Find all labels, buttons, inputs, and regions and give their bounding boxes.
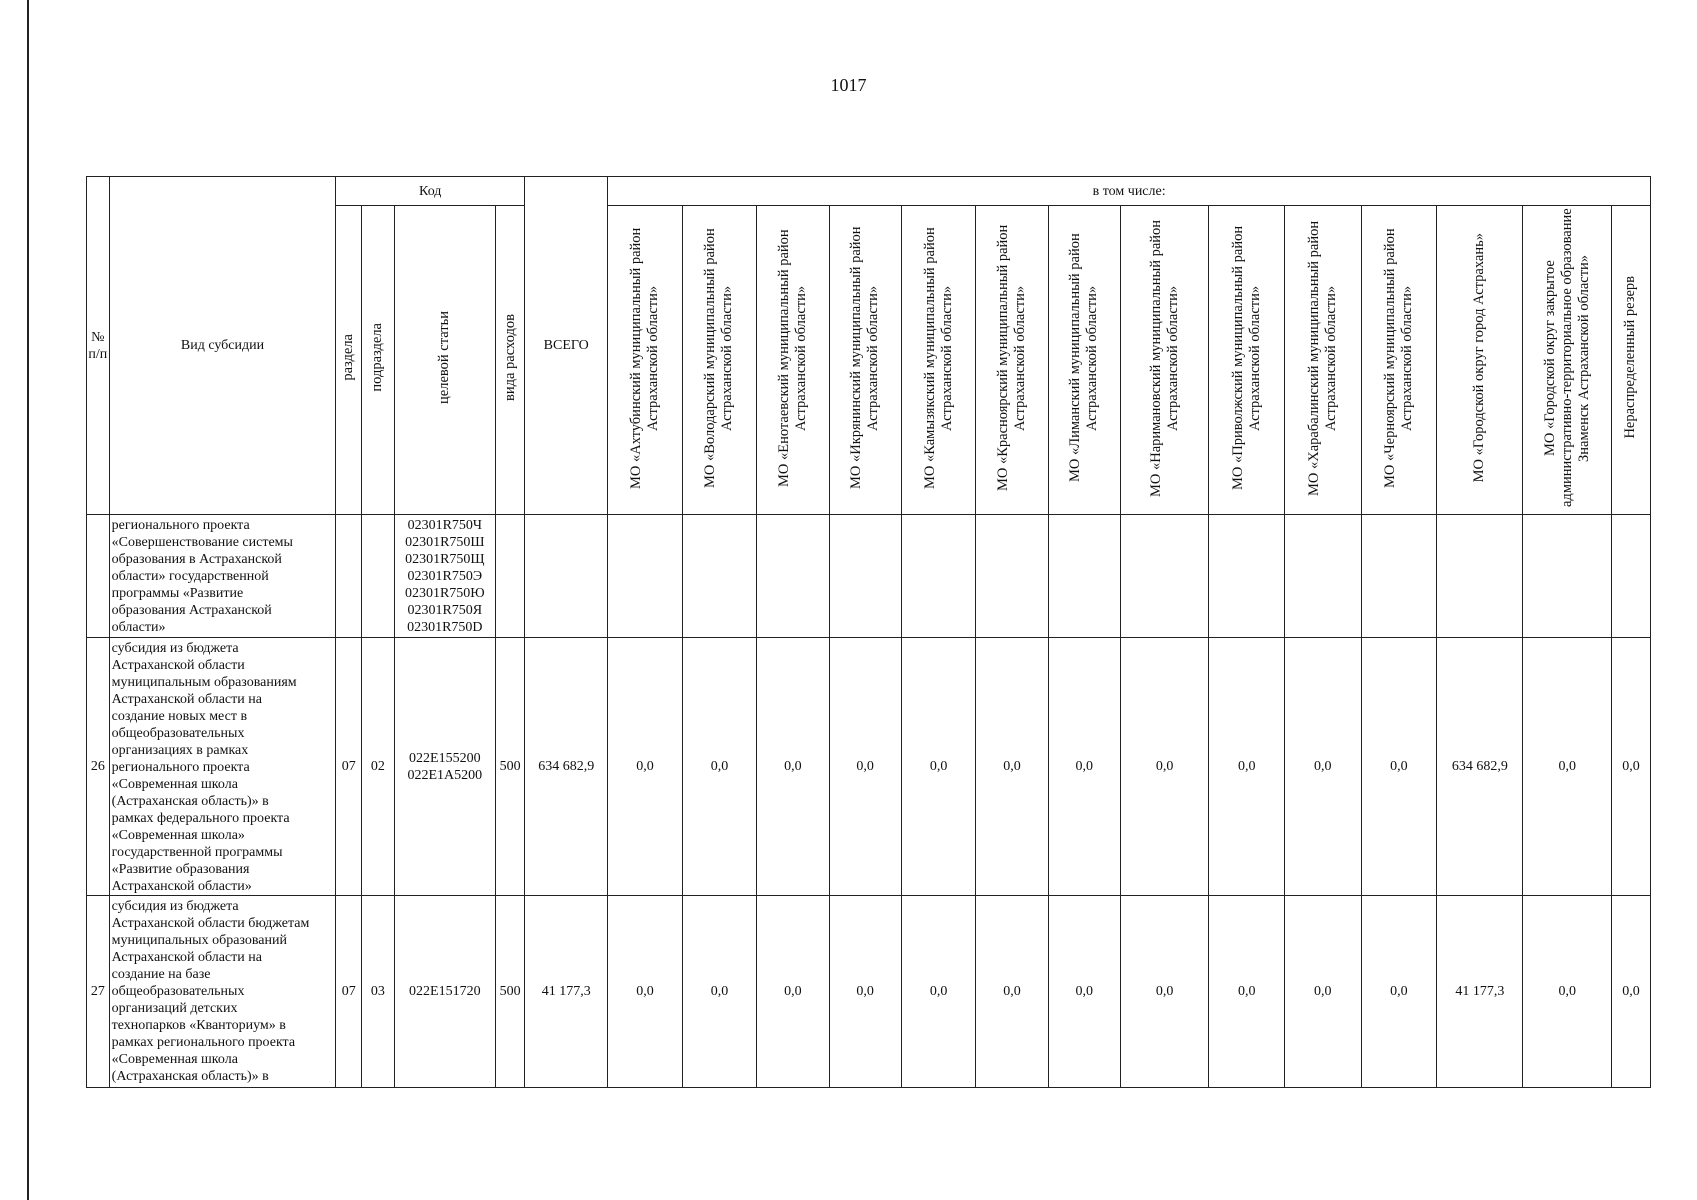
row-district-value: 0,0 <box>1120 638 1209 896</box>
header-district-1 <box>608 206 682 515</box>
row-district-value <box>757 515 829 638</box>
description-line: области» государственной <box>111 569 269 584</box>
row-district-value: 0,0 <box>1611 638 1650 896</box>
description-line: организаций детских <box>111 1001 238 1016</box>
target-code: 02301R750Щ <box>405 552 485 567</box>
header-district-7 <box>1048 206 1120 515</box>
header-district-8 <box>1120 206 1209 515</box>
row-section: 07 <box>336 896 362 1088</box>
row-description <box>109 638 336 896</box>
row-district-value <box>829 515 901 638</box>
header-district-label: МО «Камызякский муниципальный район Астраханской области» <box>921 226 955 489</box>
header-district-11 <box>1361 206 1437 515</box>
row-district-value: 0,0 <box>1209 896 1285 1088</box>
row-expense-type <box>496 515 525 638</box>
row-district-value: 0,0 <box>608 896 682 1088</box>
target-code: 02301R750Ш <box>405 535 485 550</box>
header-section <box>336 206 362 515</box>
row-district-value: 0,0 <box>901 896 975 1088</box>
target-code: 02301R750D <box>407 620 483 635</box>
target-code: 02301R750Э <box>407 569 483 584</box>
description-line: (Астраханская область)» в <box>111 794 269 809</box>
table-body <box>87 515 1651 1088</box>
row-district-value: 0,0 <box>1523 896 1612 1088</box>
row-section: 07 <box>336 638 362 896</box>
row-total: 634 682,9 <box>525 638 608 896</box>
row-district-value <box>976 515 1048 638</box>
table-row <box>87 515 1651 638</box>
header-district-label: МО «Городской округ закрытое административно-территориальное образование Знаменск Астраханской области» <box>1541 208 1592 507</box>
header-district-label: МО «Наримановский муниципальный район Астраханской области» <box>1147 218 1181 497</box>
description-line: Астраханской области бюджетам <box>111 916 310 931</box>
header-kind: Вид субсидии <box>109 177 336 515</box>
header-district-6 <box>976 206 1048 515</box>
description-line: регионального проекта <box>111 518 250 533</box>
header-district-2 <box>682 206 756 515</box>
row-district-value: 0,0 <box>976 896 1048 1088</box>
row-district-value: 0,0 <box>1048 638 1120 896</box>
description-line: «Современная школа» <box>111 828 245 843</box>
row-district-value <box>1120 515 1209 638</box>
header-district-9 <box>1209 206 1285 515</box>
binding-margin-line <box>27 0 29 1200</box>
description-line: создание на базе <box>111 967 211 982</box>
row-district-value: 0,0 <box>682 638 756 896</box>
row-section <box>336 515 362 638</box>
header-num: № п/п <box>87 177 110 515</box>
row-district-value <box>608 515 682 638</box>
table-row <box>87 638 1651 896</box>
header-district-label: МО «Енотаевский муниципальный район Астраханской области» <box>775 228 809 487</box>
header-district-label: МО «Ахтубинский муниципальный район Астраханской области» <box>628 226 661 489</box>
header-expense-type-label: вида расходов <box>501 314 518 401</box>
row-district-value: 0,0 <box>1284 896 1361 1088</box>
row-district-value: 0,0 <box>757 896 829 1088</box>
row-district-value <box>1048 515 1120 638</box>
description-line: (Астраханская область)» в <box>111 1069 269 1084</box>
header-district-4 <box>829 206 901 515</box>
row-number: 26 <box>87 638 110 896</box>
header-expense-type <box>496 206 525 515</box>
header-district-label: МО «Лиманский муниципальный район Астраханской области» <box>1067 233 1101 482</box>
row-description <box>109 896 336 1088</box>
row-number <box>87 515 110 638</box>
row-district-value: 0,0 <box>829 638 901 896</box>
row-district-value: 0,0 <box>1361 896 1437 1088</box>
row-district-value: 0,0 <box>829 896 901 1088</box>
row-district-value: 0,0 <box>1048 896 1120 1088</box>
header-district-3 <box>757 206 829 515</box>
row-target-codes <box>394 638 495 896</box>
table-row <box>87 896 1651 1088</box>
header-target-article-label: целевой статьи <box>436 311 453 404</box>
description-line: программы «Развитие <box>111 586 244 601</box>
row-district-value: 0,0 <box>1611 896 1650 1088</box>
target-code: 02301R750Ч <box>407 518 483 533</box>
description-line: «Совершенствование системы <box>111 535 293 550</box>
header-district-label: МО «Городской округ город Астрахань» <box>1471 232 1488 483</box>
target-code: 022E155200 <box>409 750 481 766</box>
header-district-label: Нераспределенный резерв <box>1622 276 1639 439</box>
description-line: Астраханской области на <box>111 692 262 707</box>
header-district-label: МО «Черноярский муниципальный район Астраханской области» <box>1381 227 1415 488</box>
header-district-10 <box>1284 206 1361 515</box>
row-district-value: 41 177,3 <box>1437 896 1523 1088</box>
header-district-5 <box>901 206 975 515</box>
row-subsection <box>362 515 394 638</box>
header-district-13 <box>1523 206 1612 515</box>
description-line: субсидия из бюджета <box>111 899 239 914</box>
row-district-value: 0,0 <box>608 638 682 896</box>
header-code: Код <box>336 177 525 206</box>
description-line: создание новых мест в <box>111 709 248 724</box>
row-district-value: 0,0 <box>976 638 1048 896</box>
description-line: Астраханской области» <box>111 879 252 894</box>
header-total: ВСЕГО <box>525 177 608 515</box>
description-line: «Развитие образования <box>111 862 250 877</box>
row-district-value: 0,0 <box>1209 638 1285 896</box>
header-row-group <box>87 177 1651 206</box>
row-expense-type: 500 <box>496 896 525 1088</box>
row-district-value: 0,0 <box>1284 638 1361 896</box>
header-district-label: МО «Харабалинский муниципальный район Астраханской области» <box>1305 219 1339 496</box>
description-line: рамках федерального проекта <box>111 811 290 826</box>
row-district-value: 0,0 <box>1361 638 1437 896</box>
description-line: «Современная школа <box>111 1052 238 1067</box>
target-code: 02301R750Я <box>407 603 483 618</box>
header-subsection <box>362 206 394 515</box>
row-target-codes <box>394 515 495 638</box>
row-district-value: 634 682,9 <box>1437 638 1523 896</box>
description-line: «Современная школа <box>111 777 238 792</box>
description-line: регионального проекта <box>111 760 250 775</box>
description-line: общеобразовательных <box>111 726 245 741</box>
header-district-label: МО «Володарский муниципальный район Астраханской области» <box>702 227 736 488</box>
description-line: Астраханской области на <box>111 950 262 965</box>
row-description <box>109 515 336 638</box>
target-code: 022E1A5200 <box>407 767 483 783</box>
subsidy-table-wrapper <box>86 176 1651 1088</box>
row-number: 27 <box>87 896 110 1088</box>
row-total <box>525 515 608 638</box>
row-district-value <box>1611 515 1650 638</box>
row-district-value: 0,0 <box>1120 896 1209 1088</box>
description-line: муниципальных образований <box>111 933 287 948</box>
header-subsection-label: подраздела <box>369 323 386 392</box>
row-district-value: 0,0 <box>682 896 756 1088</box>
row-target-codes <box>394 896 495 1088</box>
header-district-14 <box>1611 206 1650 515</box>
row-district-value <box>1361 515 1437 638</box>
row-total: 41 177,3 <box>525 896 608 1088</box>
row-district-value <box>682 515 756 638</box>
header-including: в том числе: <box>608 177 1651 206</box>
header-district-label: МО «Приволжский муниципальный район Астраханской области» <box>1229 225 1263 490</box>
description-line: организациях в рамках <box>111 743 249 758</box>
row-subsection: 02 <box>362 638 394 896</box>
row-district-value <box>1284 515 1361 638</box>
description-line: муниципальным образованиям <box>111 675 297 690</box>
subsidy-table <box>86 176 1651 1088</box>
row-expense-type: 500 <box>496 638 525 896</box>
header-district-label: МО «Икрянинский муниципальный район Астраханской области» <box>848 226 882 489</box>
row-district-value <box>1523 515 1612 638</box>
row-district-value <box>901 515 975 638</box>
header-target-article <box>394 206 495 515</box>
description-line: технопарков «Кванториум» в <box>111 1018 286 1033</box>
header-section-label: раздела <box>340 334 357 381</box>
description-line: образования Астраханской <box>111 603 272 618</box>
row-district-value <box>1437 515 1523 638</box>
target-code: 022E151720 <box>409 984 481 999</box>
row-district-value: 0,0 <box>901 638 975 896</box>
header-district-12 <box>1437 206 1523 515</box>
page-number: 1017 <box>830 75 867 95</box>
description-line: области» <box>111 620 166 635</box>
row-subsection: 03 <box>362 896 394 1088</box>
header-district-label: МО «Красноярский муниципальный район Астраханской области» <box>994 224 1028 491</box>
description-line: субсидия из бюджета <box>111 641 239 656</box>
description-line: Астраханской области <box>111 658 245 673</box>
description-line: рамках регионального проекта <box>111 1035 296 1050</box>
description-line: образования в Астраханской <box>111 552 282 567</box>
description-line: общеобразовательных <box>111 984 245 999</box>
row-district-value: 0,0 <box>757 638 829 896</box>
row-district-value <box>1209 515 1285 638</box>
description-line: государственной программы <box>111 845 283 860</box>
row-district-value: 0,0 <box>1523 638 1612 896</box>
target-code: 02301R750Ю <box>404 586 485 601</box>
